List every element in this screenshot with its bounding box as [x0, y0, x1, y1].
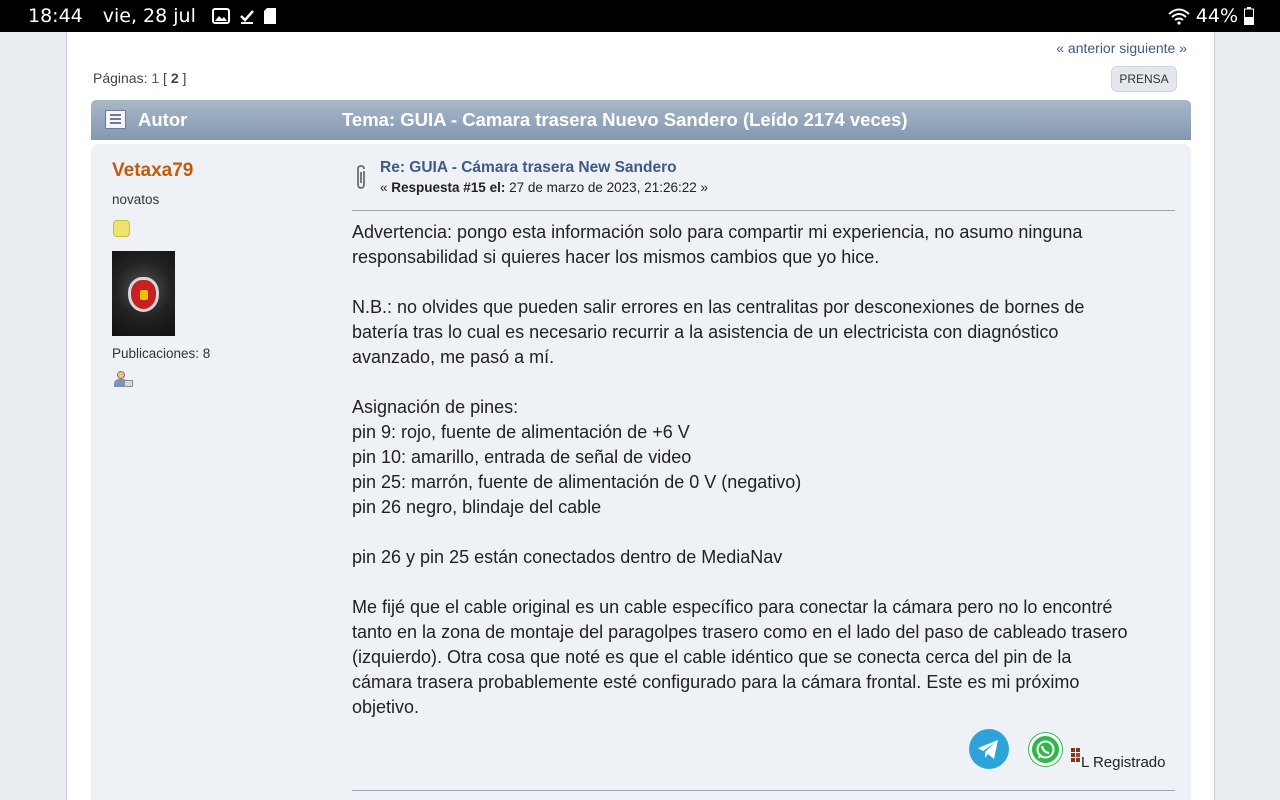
post-paragraph [352, 545, 1175, 570]
post-paragraph [352, 395, 1175, 520]
prensa-button[interactable]: PRENSA [1111, 66, 1177, 92]
body-line: Me fijé que el cable original es un cable específico para conectar la cámara pero no lo encontré [352, 597, 1113, 617]
telegram-icon [969, 729, 1009, 769]
body-line: pin 10: amarillo, entrada de señal de video [352, 447, 692, 467]
body-line: responsabilidad si quieres hacer los mismos cambios que yo hice. [352, 247, 880, 267]
topic-title: Tema: GUIA - Camara trasera Nuevo Sandero (Leído 2174 veces) [342, 109, 908, 130]
forum-page [66, 32, 1215, 800]
post-body [352, 220, 1175, 745]
wifi-icon [1168, 8, 1190, 25]
post-paragraph [352, 295, 1175, 370]
pagination-label: Páginas: [93, 70, 148, 86]
body-line: cámara trasera probablemente esté configurado para la cámara frontal. Este es mi próximo [352, 672, 1080, 692]
post-date: 27 de marzo de 2023, 21:26:22 [509, 180, 697, 195]
body-line: (izquierdo). Otra cosa que noté es que el cable idéntico que se conecta cerca del pin de la [352, 647, 1072, 667]
status-date: vie, 28 jul [102, 5, 196, 27]
status-bar [0, 0, 1280, 32]
paperclip-icon [354, 164, 368, 190]
body-line: objetivo. [352, 697, 420, 717]
telegram-share-button[interactable] [969, 729, 1009, 769]
whatsapp-icon [1032, 736, 1059, 763]
whatsapp-share-button[interactable] [1029, 733, 1062, 766]
page-link-1[interactable]: 1 [151, 70, 160, 86]
poster-group: novatos [112, 192, 160, 207]
next-topic-link[interactable]: siguiente » [1119, 40, 1187, 56]
avatar[interactable] [112, 251, 175, 336]
post-header-divider [352, 210, 1175, 211]
image-icon [212, 8, 230, 24]
profile-icon[interactable] [114, 370, 132, 388]
pagination: Páginas: 1 [ 2 ] [93, 70, 187, 86]
body-line: pin 25: marrón, fuente de alimentación de 0 V (negativo) [352, 472, 802, 492]
reply-number: Respuesta #15 el: [391, 180, 506, 195]
body-line: Advertencia: pongo esta información solo para compartir mi experiencia, no asumo ninguna [352, 222, 1083, 242]
body-line: Asignación de pines: [352, 397, 519, 417]
download-done-icon [239, 8, 255, 24]
topic-icon [105, 110, 126, 129]
registered-text: Registrado [1092, 754, 1166, 771]
body-line: pin 26 y pin 25 están conectados dentro de MediaNav [352, 547, 783, 567]
status-time: 18:44 [28, 5, 83, 27]
current-page: 2 [170, 70, 179, 86]
battery-percent: 44% [1195, 5, 1238, 27]
previous-topic-link[interactable]: « anterior [1056, 40, 1116, 56]
poster-username[interactable]: Vetaxa79 [112, 160, 194, 181]
body-line: avanzado, me pasó a mí. [352, 347, 555, 367]
post-meta: « Respuesta #15 el: 27 de marzo de 2023, 21:26:22 » [380, 180, 709, 195]
body-line: batería tras lo cual es necesario recurrir a la asistencia de un electricista con diagnóstico [352, 322, 1059, 342]
battery-icon [1244, 7, 1254, 25]
post [91, 144, 1191, 800]
post-title-link[interactable]: Re: GUIA - Cámara trasera New Sandero [380, 159, 677, 176]
author-column-header: Autor [138, 109, 188, 130]
poster-post-count: Publicaciones: 8 [112, 346, 211, 361]
topic-navigation [1056, 40, 1187, 56]
body-line: pin 9: rojo, fuente de alimentación de +6 V [352, 422, 690, 442]
body-line: pin 26 negro, blindaje del cable [352, 497, 602, 517]
body-line: tanto en la zona de montaje del paragolpes trasero como en el lado del paso de cableado trasero [352, 622, 1128, 642]
body-line: N.B.: no olvides que pueden salir errores en las centralitas por desconexiones de bornes de [352, 297, 1085, 317]
registered-label: L Registrado [1081, 754, 1166, 771]
post-paragraph [352, 220, 1175, 270]
topic-header-bar [91, 100, 1191, 140]
post-paragraph [352, 595, 1175, 720]
post-footer-divider [352, 790, 1175, 791]
rank-star-icon [113, 220, 130, 237]
sd-card-icon [264, 8, 276, 24]
